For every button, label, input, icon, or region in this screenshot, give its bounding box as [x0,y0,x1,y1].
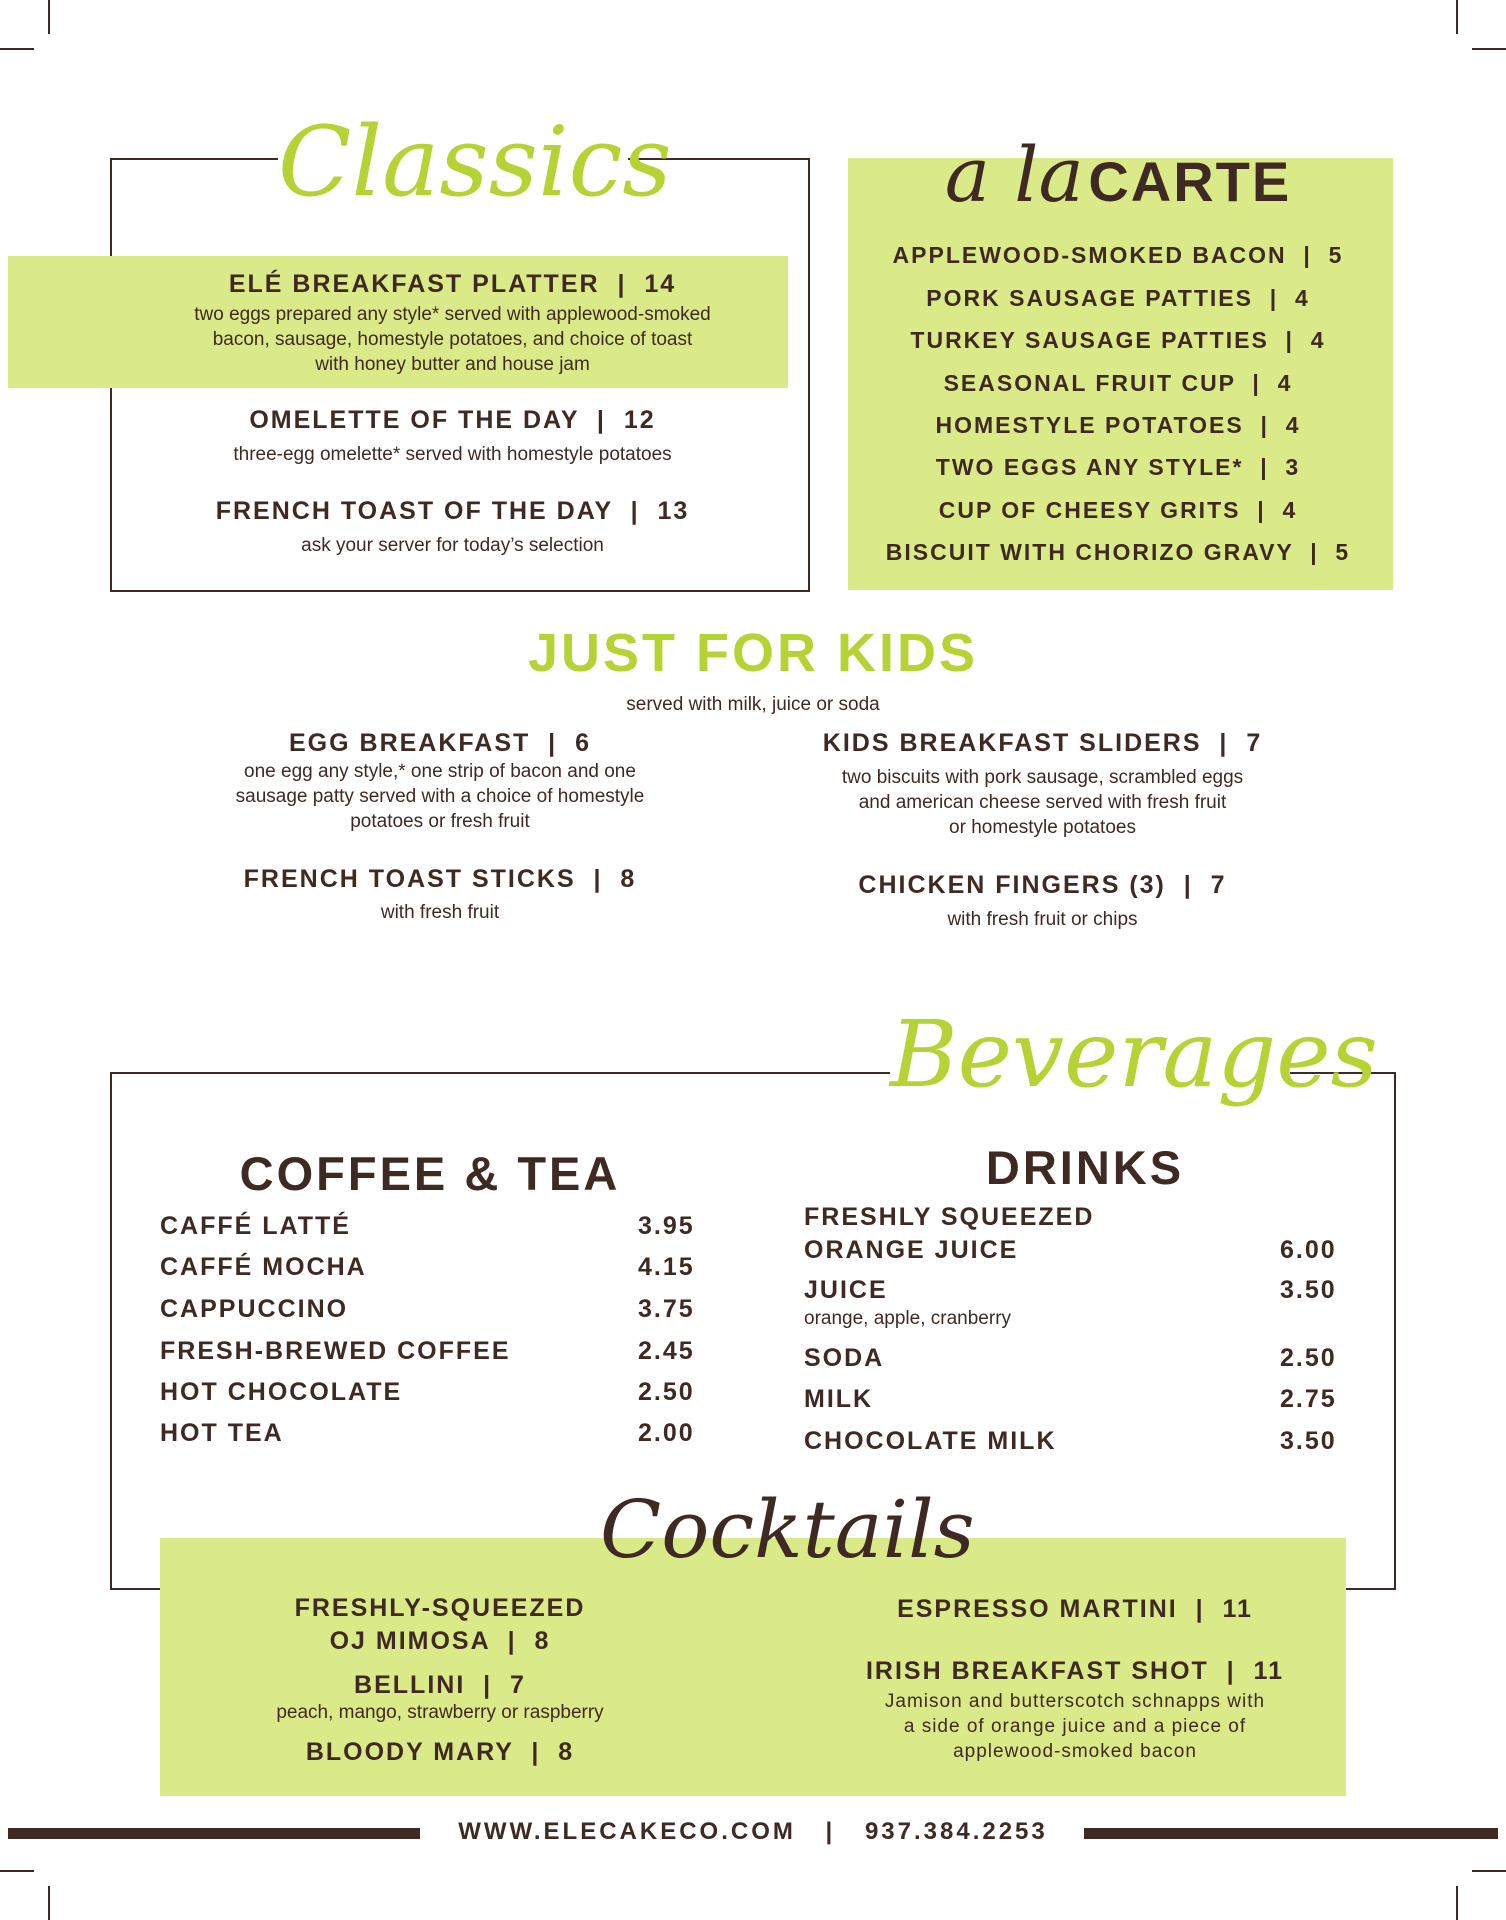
beverage-price: 3.50 [1280,1427,1337,1455]
beverage-name: JUICE [804,1276,888,1304]
alacarte-heading [848,120,1388,230]
beverage-name: ORANGE JUICE [804,1236,1019,1264]
classics-heading: Classics [278,92,628,232]
menu-item-description: ask your server for today’s selection [301,535,604,556]
beverage-name: SODA [804,1344,885,1372]
crop-mark [48,0,50,34]
drinks-heading: DRINKS [985,1141,1185,1194]
menu-item-description: two eggs prepared any style* served with applewood-smoked bacon, sausage, homestyle potatoes, and choice of toast with honey butter and house jam [194,304,711,375]
menu-item-description: one egg any style,* one strip of bacon and one sausage patty served with a choice of homestyle potatoes or fresh fruit [235,761,645,832]
beverage-price: 3.95 [638,1212,695,1240]
beverage-name: CAPPUCCINO [160,1295,349,1323]
menu-item-title: ELÉ BREAKFAST PLATTER | 14 [228,270,677,298]
beverage-name: CAFFÉ LATTÉ [160,1212,351,1240]
beverage-name-line1: FRESHLY SQUEEZED [804,1203,1095,1231]
menu-item-title: EGG BREAKFAST | 6 [289,729,591,757]
alacarte-item: TWO EGGS ANY STYLE* | 3 [935,454,1301,480]
footer-phone[interactable]: 937.384.2253 [864,1818,1048,1845]
alacarte-item: SEASONAL FRUIT CUP | 4 [943,370,1293,396]
beverage-price: 2.50 [1280,1344,1337,1372]
beverage-description: orange, apple, cranberry [804,1308,1012,1329]
coffee-tea-heading: COFFEE & TEA [239,1147,621,1200]
beverage-name: CAFFÉ MOCHA [160,1253,367,1281]
menu-item-description: with fresh fruit or chips [947,909,1138,930]
alacarte-item: APPLEWOOD-SMOKED BACON | 5 [892,242,1344,268]
crop-mark [0,1870,34,1872]
beverage-price: 4.15 [638,1253,695,1281]
crop-mark [1472,1870,1506,1872]
cocktail-title: IRISH BREAKFAST SHOT | 11 [865,1657,1284,1685]
cocktail-title: BELLINI | 7 [354,1671,526,1699]
alacarte-item: BISCUIT WITH CHORIZO GRAVY | 5 [885,539,1351,565]
crop-mark [1456,0,1458,34]
beverage-price: 2.45 [638,1337,695,1365]
crop-mark [1456,1886,1458,1920]
footer-rule-left [8,1828,420,1839]
alacarte-item: HOMESTYLE POTATOES | 4 [935,412,1301,438]
beverage-price: 3.75 [638,1295,695,1323]
beverage-name: HOT TEA [160,1419,284,1447]
menu-item-description: two biscuits with pork sausage, scrambled eggs and american cheese served with fresh fruit or homestyle potatoes [841,767,1244,838]
beverage-price: 2.50 [638,1378,695,1406]
cocktail-description: Jamison and butterscotch schnapps with a side of orange juice and a piece of applewood-smoked bacon [884,1691,1266,1762]
kids-subheading: served with milk, juice or soda [626,694,880,715]
cocktails-heading: Cocktails [600,1483,975,1576]
cocktail-title: BLOODY MARY | 8 [305,1738,575,1766]
beverages-heading: Beverages [890,990,1290,1120]
menu-item-description: three-egg omelette* served with homestyle potatoes [233,444,672,465]
cocktail-title: ESPRESSO MARTINI | 11 [897,1595,1253,1623]
beverage-price: 6.00 [1280,1236,1337,1264]
beverage-name: FRESH-BREWED COFFEE [160,1337,511,1365]
menu-item-description: with fresh fruit [380,902,500,923]
alacarte-item: TURKEY SAUSAGE PATTIES | 4 [910,327,1326,353]
cocktail-title-line1: FRESHLY-SQUEEZED [294,1594,586,1622]
beverage-name: MILK [804,1385,874,1413]
cocktail-description: peach, mango, strawberry or raspberry [276,1702,604,1723]
footer-website[interactable]: WWW.ELECAKECO.COM [458,1818,796,1845]
beverage-name: HOT CHOCOLATE [160,1378,403,1406]
alacarte-item: CUP OF CHEESY GRITS | 4 [938,497,1298,523]
footer-separator: | [825,1818,836,1845]
beverage-name: CHOCOLATE MILK [804,1427,1057,1455]
menu-item-title: KIDS BREAKFAST SLIDERS | 7 [822,729,1263,757]
beverage-price: 2.75 [1280,1385,1337,1413]
crop-mark [1472,48,1506,50]
kids-heading: JUST FOR KIDS [527,623,979,683]
crop-mark [0,48,34,50]
menu-item-title: FRENCH TOAST OF THE DAY | 13 [215,497,690,525]
alacarte-heading-script: a la [944,130,1084,219]
alacarte-item: PORK SAUSAGE PATTIES | 4 [926,285,1310,311]
footer-contact [430,1818,1076,1846]
crop-mark [48,1886,50,1920]
alacarte-heading-caps: CARTE [1088,150,1292,213]
menu-item-title: FRENCH TOAST STICKS | 8 [243,865,637,893]
beverage-price: 3.50 [1280,1276,1337,1304]
footer-rule-right [1084,1828,1498,1839]
menu-item-title: OMELETTE OF THE DAY | 12 [249,406,656,434]
beverage-price: 2.00 [638,1419,695,1447]
menu-item-title: CHICKEN FINGERS (3) | 7 [858,871,1227,899]
cocktail-title: OJ MIMOSA | 8 [329,1627,551,1655]
